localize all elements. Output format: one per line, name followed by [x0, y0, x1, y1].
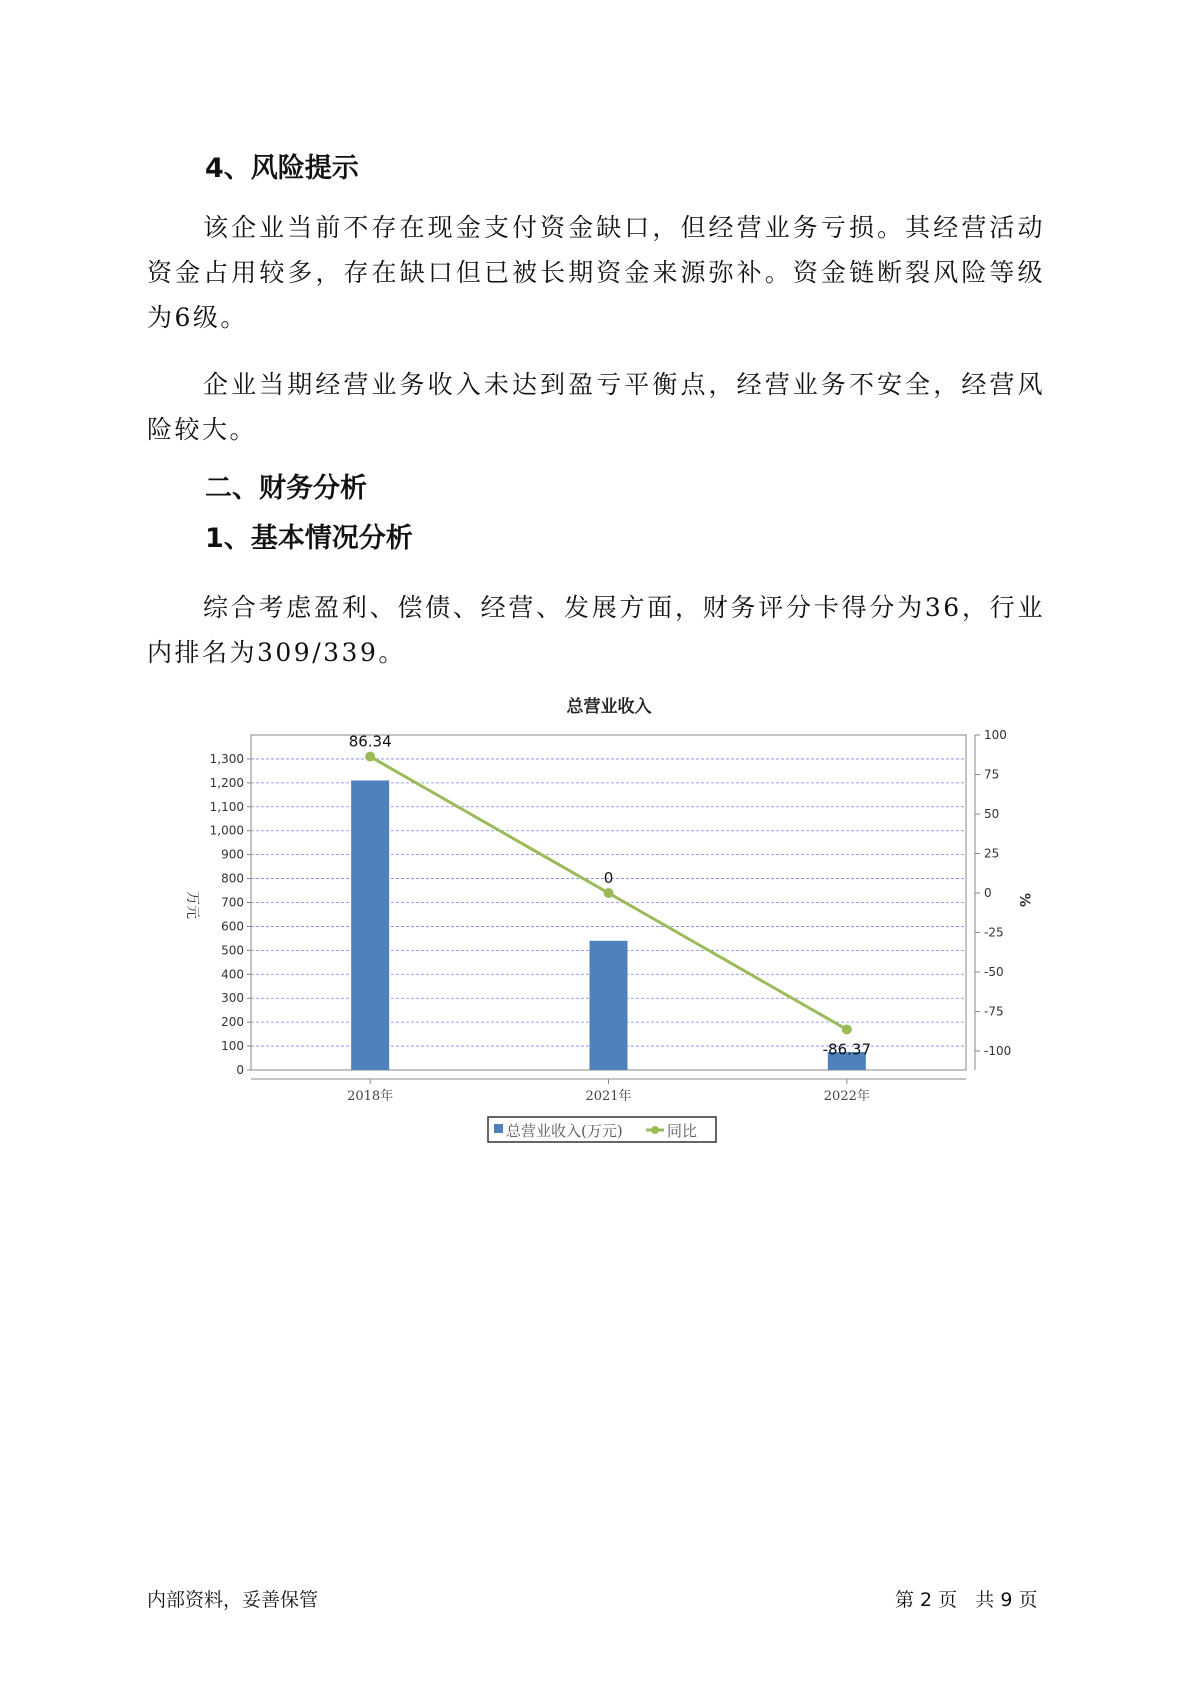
y-axis-ticks	[210, 752, 251, 1077]
yoy-data-label: -86.37	[822, 1040, 872, 1059]
y-tick-label: 100	[221, 1039, 244, 1054]
y-tick-label: 700	[221, 895, 244, 910]
heading-finance: 二、财务分析	[205, 473, 367, 504]
y-tick-label: 1,200	[209, 775, 244, 790]
y2-tick-label: 25	[984, 846, 1000, 861]
y2-tick-label: -25	[984, 925, 1004, 940]
y2-tick-label: 75	[984, 767, 1000, 782]
legend-bar-label: 总营业收入(万元)	[506, 1122, 623, 1140]
y2-axis-label: %	[1016, 892, 1032, 908]
y2-tick-label: 50	[984, 807, 1000, 822]
revenue-chart	[172, 680, 1032, 1150]
y-tick-label: 200	[221, 1015, 244, 1030]
yoy-data-label: 86.34	[348, 732, 392, 751]
yoy-point	[365, 752, 375, 762]
y2-tick-label: 0	[984, 886, 992, 901]
yoy-point	[842, 1024, 852, 1034]
y-tick-label: 300	[221, 991, 244, 1006]
x-tick-label: 2022年	[823, 1089, 870, 1104]
y2-tick-label: -100	[984, 1044, 1012, 1059]
y-tick-label: 800	[221, 871, 244, 886]
y-tick-label: 1,000	[209, 823, 244, 838]
heading-risk: 4、风险提示	[205, 153, 359, 184]
yoy-data-label: 0	[603, 869, 614, 888]
chart-legend	[488, 1117, 716, 1142]
chart-title: 总营业收入	[566, 697, 652, 717]
legend-line-label: 同比	[667, 1122, 698, 1140]
bar-series	[351, 780, 866, 1070]
basic-analysis-paragraph: 综合考虑盈利、偿债、经营、发展方面，财务评分卡得分为36，行业内排名为309/339。	[147, 593, 1045, 667]
y-tick-label: 1,100	[209, 799, 244, 814]
risk-paragraph-2: 企业当期经营业务收入未达到盈亏平衡点，经营业务不安全，经营风险较大。	[147, 370, 1045, 444]
y2-tick-label: -75	[984, 1004, 1004, 1019]
y2-tick-label: -50	[984, 965, 1004, 980]
y-axis-label: 万元	[184, 891, 200, 919]
risk-paragraph-1: 该企业当前不存在现金支付资金缺口，但经营业务亏损。其经营活动资金占用较多，存在缺口但已被长期资金来源弥补。资金链断裂风险等级为6级。	[147, 213, 1045, 332]
y-tick-label: 400	[221, 967, 244, 982]
footer-page-number: 第 2 页 共 9 页	[895, 1589, 1038, 1611]
y-tick-label: 1,300	[209, 751, 244, 766]
y-tick-label: 900	[221, 847, 244, 862]
y2-axis-ticks	[975, 728, 1011, 1058]
heading-basic-analysis: 1、基本情况分析	[205, 523, 413, 554]
legend-line-marker	[651, 1126, 659, 1134]
x-tick-label: 2021年	[585, 1089, 632, 1104]
revenue-bar	[590, 941, 628, 1070]
y-tick-label: 600	[221, 919, 244, 934]
legend-bar-swatch	[494, 1124, 503, 1133]
x-axis-labels	[347, 1079, 870, 1104]
y-tick-label: 0	[236, 1063, 244, 1077]
revenue-bar	[351, 780, 389, 1070]
y2-tick-label: 100	[984, 728, 1007, 742]
footer-confidential: 内部资料，妥善保管	[147, 1589, 319, 1611]
yoy-point	[604, 888, 614, 898]
x-tick-label: 2018年	[347, 1089, 394, 1104]
y-tick-label: 500	[221, 943, 244, 958]
